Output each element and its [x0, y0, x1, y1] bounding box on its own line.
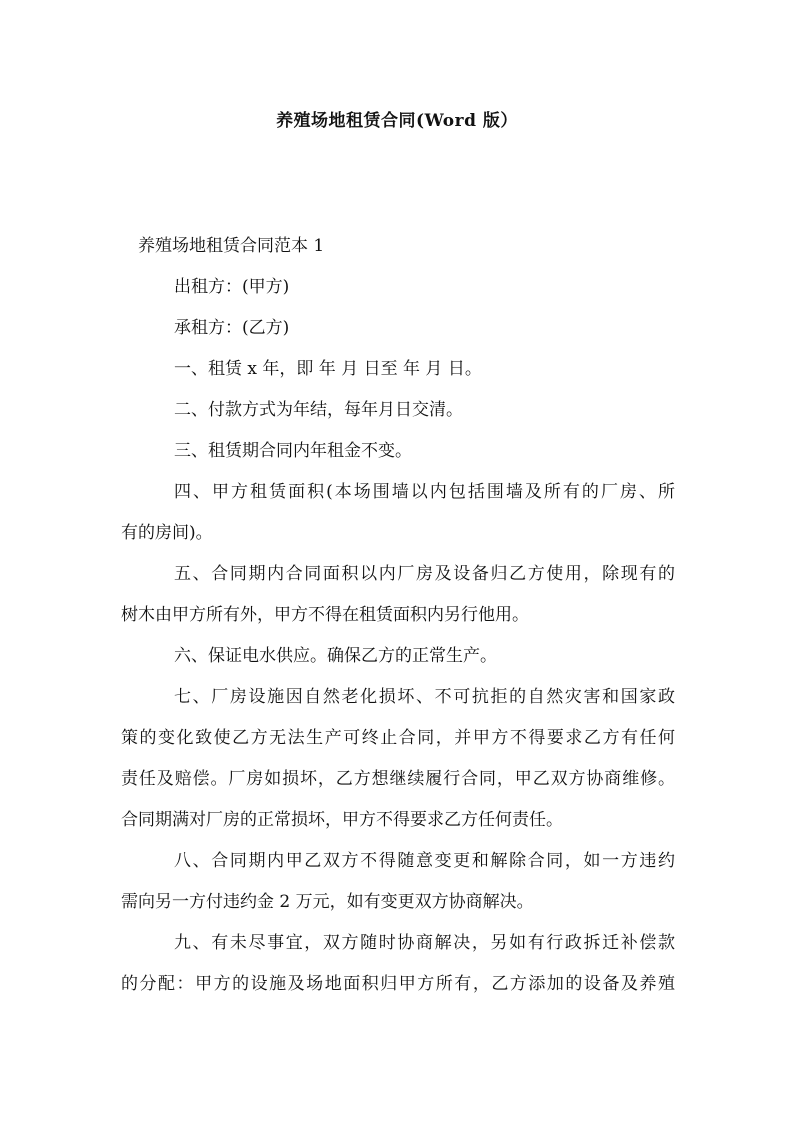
- clause-4-line-1: 四、甲方租赁面积(本场围墙以内包括围墙及所有的厂房、所: [174, 482, 675, 502]
- clause-4-line-2: 有的房间)。: [121, 523, 213, 543]
- clause-2: 二、付款方式为年结，每年月日交清。: [174, 400, 463, 420]
- clause-6: 六、保证电水供应。确保乙方的正常生产。: [174, 646, 497, 666]
- clause-7-line-1: 七、厂房设施因自然老化损坏、不可抗拒的自然灾害和国家政: [174, 687, 675, 707]
- clause-5-line-1: 五、合同期内合同面积以内厂房及设备归乙方使用，除现有的: [174, 564, 675, 584]
- document-body: [121, 226, 675, 1005]
- lessee-line: 承租方：(乙方): [174, 318, 290, 338]
- lessor-line: 出租方：(甲方): [174, 277, 290, 297]
- document-title: 养殖场地租赁合同(Word 版）: [276, 111, 518, 131]
- clause-7-line-4: 合同期满对厂房的正常损坏，甲方不得要求乙方任何责任。: [121, 810, 563, 830]
- clause-1: 一、租赁 x 年，即 年 月 日至 年 月 日。: [174, 359, 482, 379]
- clause-9-line-1: 九、有未尽事宜，双方随时协商解决，另如有行政拆迁补偿款: [174, 933, 675, 953]
- clause-8-line-2: 需向另一方付违约金 2 万元，如有变更双方协商解决。: [121, 892, 534, 912]
- clause-7-line-2: 策的变化致使乙方无法生产可终止合同，并甲方不得要求乙方有任何: [121, 728, 675, 748]
- clause-8-line-1: 八、合同期内甲乙双方不得随意变更和解除合同，如一方违约: [174, 851, 675, 871]
- section-heading: 养殖场地租赁合同范本 1: [138, 236, 325, 256]
- clause-5-line-2: 树木由甲方所有外，甲方不得在租赁面积内另行他用。: [121, 605, 529, 625]
- clause-7-line-3: 责任及赔偿。厂房如损坏，乙方想继续履行合同，甲乙双方协商维修。: [121, 769, 675, 789]
- clause-9-line-2: 的分配：甲方的设施及场地面积归甲方所有，乙方添加的设备及养殖: [121, 974, 675, 994]
- clause-3: 三、租赁期合同内年租金不变。: [174, 441, 412, 461]
